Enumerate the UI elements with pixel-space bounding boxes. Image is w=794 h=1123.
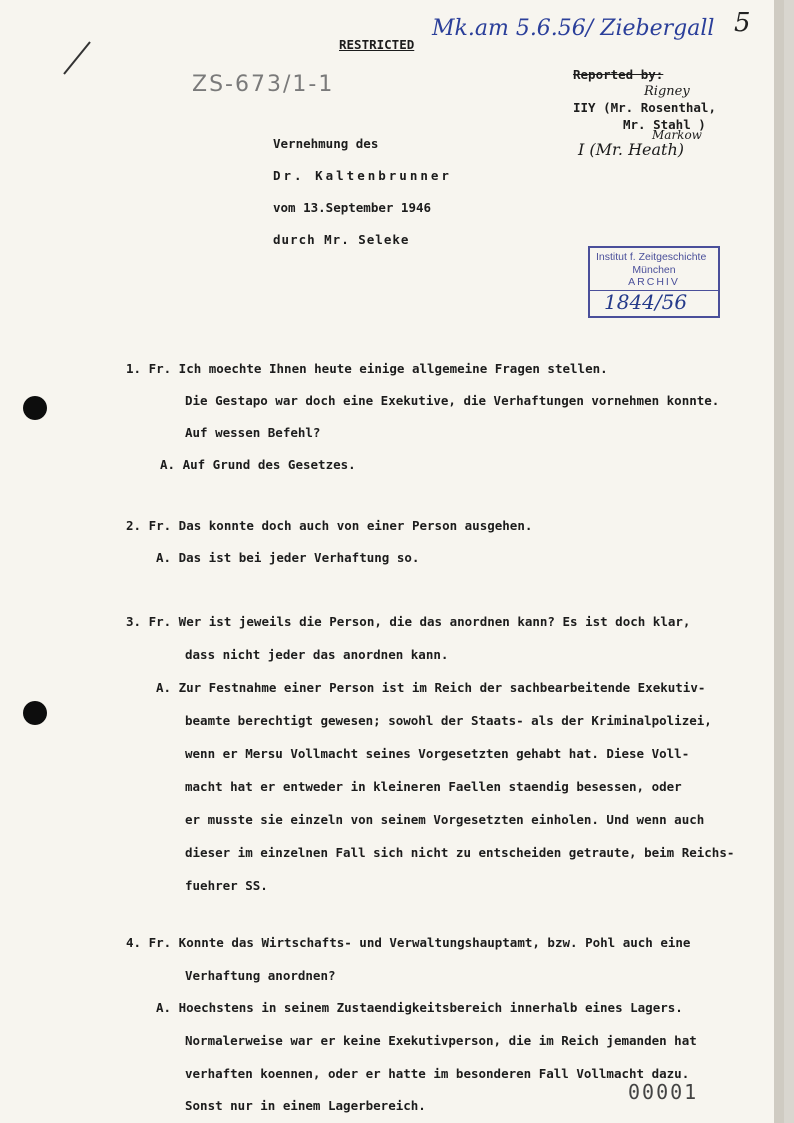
handwritten-note: Mk.am 5.6.56/ Ziebergall: [432, 16, 715, 41]
question-4-line-2: Verhaftung anordnen?: [185, 968, 336, 983]
answer-4-line-4: Sonst nur in einem Lagerbereich.: [185, 1098, 426, 1113]
question-4-line-1: 4. Fr. Konnte das Wirtschafts- und Verwaltungshauptamt, bzw. Pohl auch eine: [126, 935, 691, 950]
title-line-1: Vernehmung des: [273, 136, 379, 151]
answer-3-line-2: beamte berechtigt gewesen; sowohl der Staats- als der Kriminalpolizei,: [185, 713, 712, 728]
answer-3-line-5: er musste sie einzeln von seinem Vorgesetzten einholen. Und wenn auch: [185, 812, 705, 827]
file-reference: ZS-673/1-1: [192, 72, 335, 97]
answer-2: A. Das ist bei jeder Verhaftung so.: [156, 550, 420, 565]
distribution-line-2: IIY (Mr. Rosenthal,: [573, 100, 716, 115]
answer-1: A. Auf Grund des Gesetzes.: [160, 457, 356, 472]
question-3-line-1: 3. Fr. Wer ist jeweils die Person, die das anordnen kann? Es ist doch klar,: [126, 614, 691, 629]
archive-stamp: [588, 246, 720, 318]
answer-3-line-7: fuehrer SS.: [185, 878, 268, 893]
title-line-2: Dr. Kaltenbrunner: [273, 168, 452, 183]
document-number: 00001: [628, 1080, 699, 1104]
answer-3-line-3: wenn er Mersu Vollmacht seines Vorgesetzten gehabt hat. Diese Voll-: [185, 746, 690, 761]
question-1-line-3: Auf wessen Befehl?: [185, 425, 321, 440]
handwritten-rigney: Rigney: [644, 84, 690, 99]
question-2: 2. Fr. Das konnte doch auch von einer Person ausgehen.: [126, 518, 533, 533]
answer-3-line-1: A. Zur Festnahme einer Person ist im Reich der sachbearbeitende Exekutiv-: [156, 680, 706, 695]
answer-3-line-6: dieser im einzelnen Fall sich nicht zu entscheiden getraute, beim Reichs-: [185, 845, 735, 860]
stamp-archive: ARCHIV: [628, 276, 680, 288]
answer-4-line-3: verhaften koennen, oder er hatte im besonderen Fall Vollmacht dazu.: [185, 1066, 690, 1081]
handwritten-markow: Markow: [652, 128, 702, 142]
stamp-institute: Institut f. Zeitgeschichte: [596, 251, 707, 263]
answer-4-line-2: Normalerweise war er keine Exekutivperson, die im Reich jemanden hat: [185, 1033, 697, 1048]
question-1-line-2: Die Gestapo war doch eine Exekutive, die Verhaftungen vornehmen konnte.: [185, 393, 720, 408]
page-number: 5: [734, 8, 751, 38]
title-line-3: vom 13.September 1946: [273, 200, 432, 215]
stamp-number: 1844/56: [604, 290, 688, 314]
distribution-line-4: I (Mr. Heath): [578, 140, 685, 159]
punch-hole: [23, 701, 47, 725]
distribution-line-1: Reported by:: [573, 67, 664, 82]
question-1-line-1: 1. Fr. Ich moechte Ihnen heute einige allgemeine Fragen stellen.: [126, 361, 608, 376]
distribution-line-3: Mr. Stahl ): [623, 117, 706, 132]
stamp-city: München: [632, 264, 676, 276]
answer-4-line-1: A. Hoechstens in seinem Zustaendigkeitsbereich innerhalb eines Lagers.: [156, 1000, 683, 1015]
classification-label: RESTRICTED: [339, 37, 415, 52]
title-line-4: durch Mr. Seleke: [273, 232, 410, 247]
punch-hole: [23, 396, 47, 420]
page-edge: [774, 0, 784, 1123]
answer-3-line-4: macht hat er entweder in kleineren Faellen staendig besessen, oder: [185, 779, 682, 794]
pencil-mark-icon: [60, 38, 100, 78]
question-3-line-2: dass nicht jeder das anordnen kann.: [185, 647, 449, 662]
